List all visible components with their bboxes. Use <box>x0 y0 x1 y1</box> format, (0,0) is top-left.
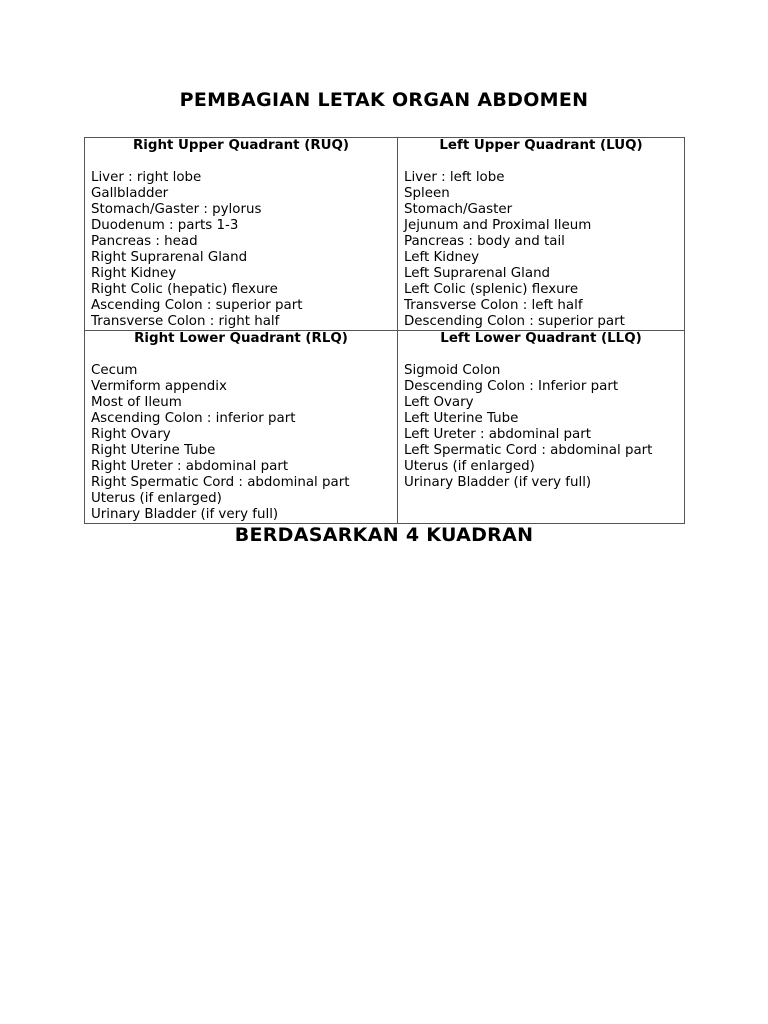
list-item: Uterus (if enlarged) <box>404 459 535 474</box>
luq-list <box>404 170 678 330</box>
list-item: Stomach/Gaster <box>404 202 513 217</box>
list-item: Left Suprarenal Gland <box>404 266 551 281</box>
list-item: Duodenum : parts 1-3 <box>91 218 239 233</box>
list-item: Left Uterine Tube <box>404 411 519 426</box>
page-subtitle: BERDASARKAN 4 KUADRAN <box>234 524 534 546</box>
spacer <box>404 154 678 170</box>
list-item: Ascending Colon : inferior part <box>91 411 296 426</box>
list-item: Left Colic (splenic) flexure <box>404 282 579 297</box>
list-item: Vermiform appendix <box>91 379 227 394</box>
list-item: Descending Colon : superior part <box>404 314 625 329</box>
list-item: Liver : left lobe <box>404 170 505 185</box>
list-item: Ascending Colon : superior part <box>91 298 303 313</box>
rlq-list <box>91 363 391 523</box>
list-item: Sigmoid Colon <box>404 363 501 378</box>
list-item: Most of Ileum <box>91 395 182 410</box>
list-item: Descending Colon : Inferior part <box>404 379 619 394</box>
cell-luq <box>398 138 685 331</box>
ruq-heading: Right Upper Quadrant (RUQ) <box>132 138 350 153</box>
list-item: Right Uterine Tube <box>91 443 216 458</box>
cell-llq <box>398 331 685 524</box>
list-item: Liver : right lobe <box>91 170 202 185</box>
list-item: Pancreas : head <box>91 234 198 249</box>
page-title: PEMBAGIAN LETAK ORGAN ABDOMEN <box>179 89 589 111</box>
upper-row <box>85 138 685 331</box>
list-item: Stomach/Gaster : pylorus <box>91 202 262 217</box>
list-item: Pancreas : body and tail <box>404 234 565 249</box>
list-item: Spleen <box>404 186 450 201</box>
list-item: Left Ovary <box>404 395 474 410</box>
list-item: Cecum <box>91 363 138 378</box>
ruq-list <box>91 170 391 330</box>
list-item: Left Spermatic Cord : abdominal part <box>404 443 653 458</box>
list-item: Right Colic (hepatic) flexure <box>91 282 278 297</box>
list-item: Right Ureter : abdominal part <box>91 459 289 474</box>
list-item: Transverse Colon : right half <box>91 314 280 329</box>
quadrant-table <box>84 137 685 524</box>
list-item: Jejunum and Proximal Ileum <box>404 218 592 233</box>
llq-list <box>404 363 678 491</box>
list-item: Transverse Colon : left half <box>404 298 583 313</box>
list-item: Right Ovary <box>91 427 171 442</box>
list-item: Uterus (if enlarged) <box>91 491 222 506</box>
luq-heading: Left Upper Quadrant (LUQ) <box>439 138 643 153</box>
list-item: Left Kidney <box>404 250 480 265</box>
list-item: Gallbladder <box>91 186 169 201</box>
list-item: Right Suprarenal Gland <box>91 250 248 265</box>
list-item: Left Ureter : abdominal part <box>404 427 592 442</box>
rlq-heading: Right Lower Quadrant (RLQ) <box>134 331 348 346</box>
list-item: Right Spermatic Cord : abdominal part <box>91 475 350 490</box>
spacer <box>404 347 678 363</box>
spacer <box>91 154 391 170</box>
spacer <box>91 347 391 363</box>
cell-ruq <box>85 138 398 331</box>
lower-row <box>85 331 685 524</box>
llq-heading: Left Lower Quadrant (LLQ) <box>440 331 642 346</box>
list-item: Urinary Bladder (if very full) <box>404 475 592 490</box>
cell-rlq <box>85 331 398 524</box>
list-item: Right Kidney <box>91 266 177 281</box>
list-item: Urinary Bladder (if very full) <box>91 507 279 522</box>
